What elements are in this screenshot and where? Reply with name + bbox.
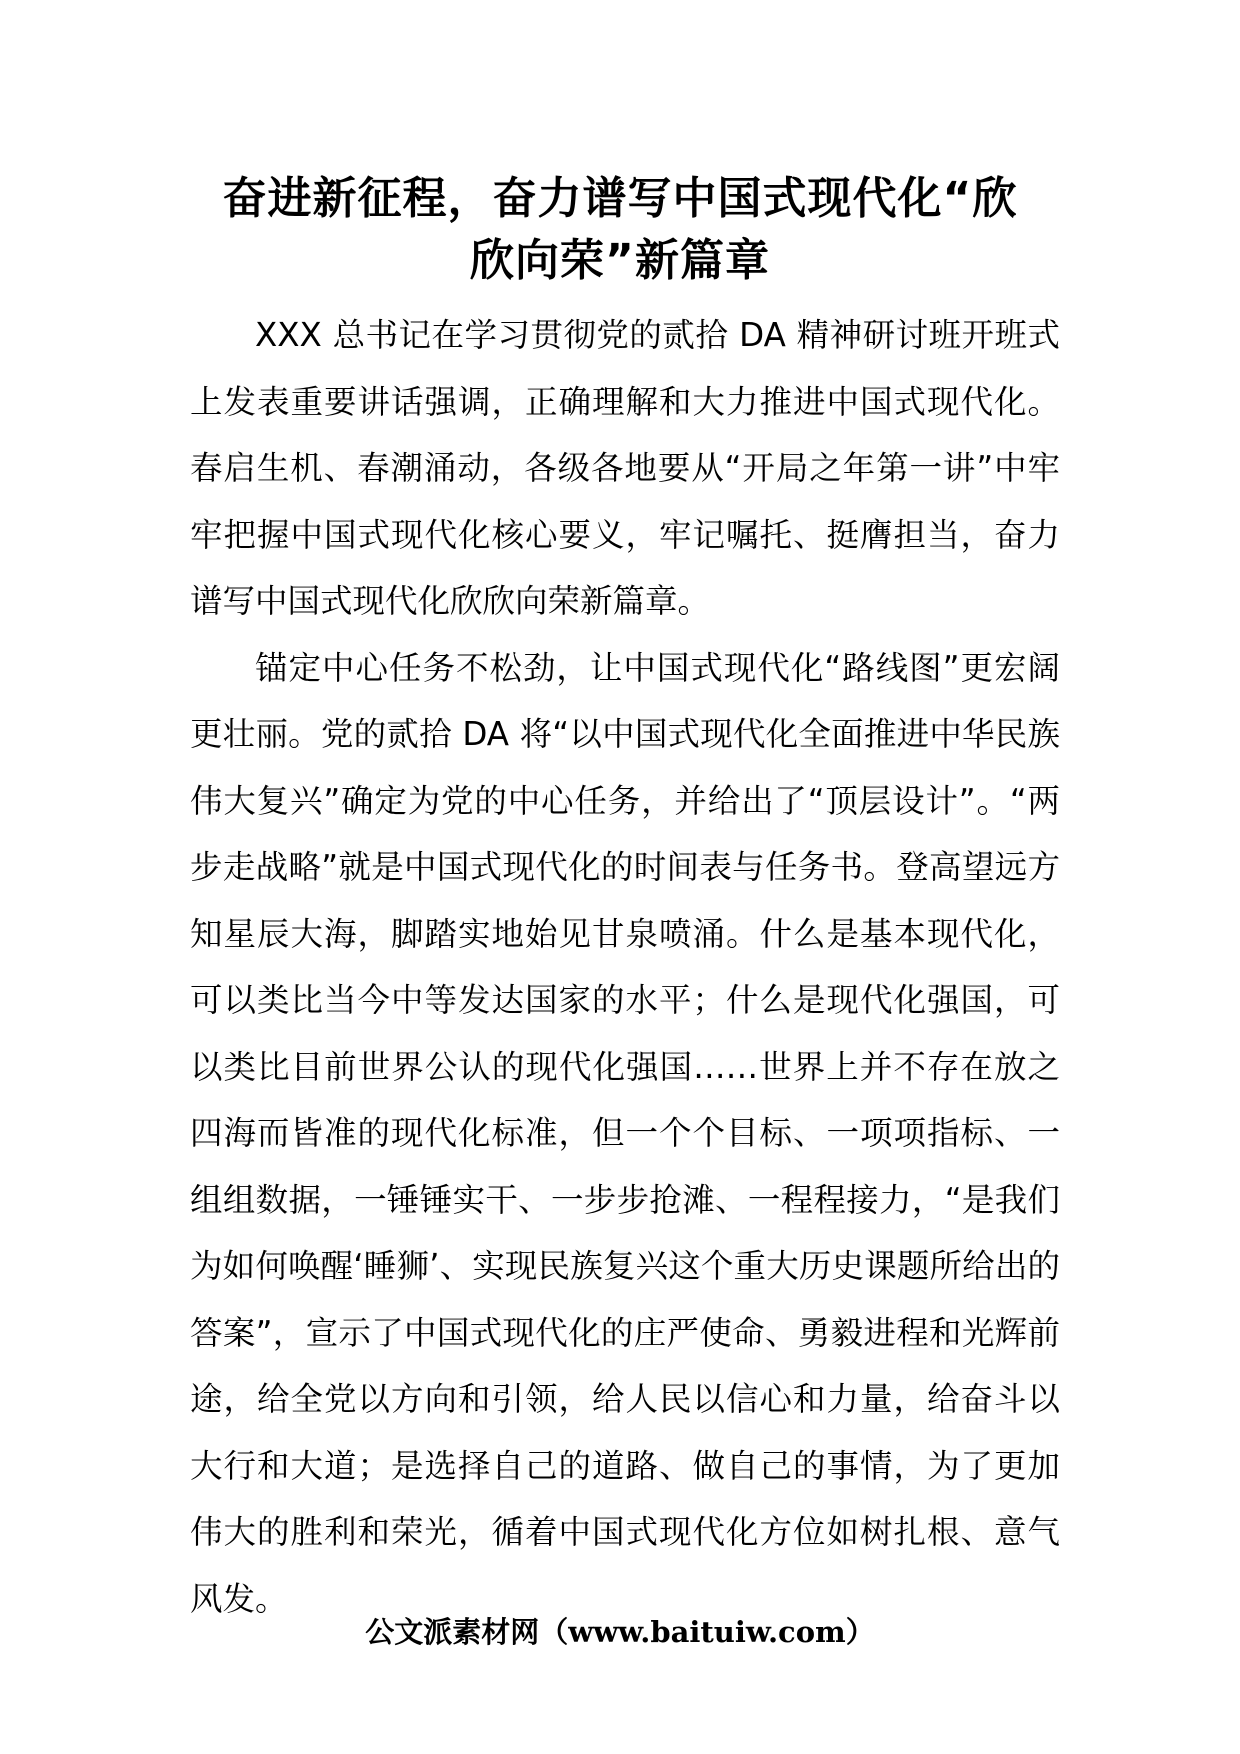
- document-title: [190, 168, 1050, 292]
- title-line-2: 欣向荣”新篇章: [470, 235, 770, 286]
- paragraph-2: 锚定中心任务不松劲，让中国式现代化“路线图”更宏阔更壮丽。党的贰拾 DA 将“以中国式现代化全面推进中华民族伟大复兴”确定为党的中心任务，并给出了“顶层设计”。“两步走战略”就是中国式现代化的时间表与任务书。登高望远方知星辰大海，脚踏实地始见甘泉喷涌。什么是基本现代化，可以类比当今中等发达国家的水平；什么是现代化强国，可以类比目前世界公认的现代化强国……世界上并不存在放之四海而皆准的现代化标准，但一个个目标、一项项指标、一组组数据，一锤锤实干、一步步抢滩、一程程接力，“是我们为如何唤醒‘睡狮’、实现民族复兴这个重大历史课题所给出的答案”，宣示了中国式现代化的庄严使命、勇毅进程和光辉前途，给全党以方向和引领，给人民以信心和力量，给奋斗以大行和大道；是选择自己的道路、做自己的事情，为了更加伟大的胜利和荣光，循着中国式现代化方位如树扎根、意气风发。: [190, 648, 1060, 1618]
- title-line-1: 奋进新征程，奋力谱写中国式现代化“欣: [222, 173, 1018, 224]
- footer-source: 公文派素材网（www.baituiw.com）: [365, 1615, 875, 1649]
- document-body: [190, 302, 1060, 1632]
- paragraph-1: XXX 总书记在学习贯彻党的贰拾 DA 精神研讨班开班式上发表重要讲话强调，正确理解和大力推进中国式现代化。春启生机、春潮涌动，各级各地要从“开局之年第一讲”中牢牢把握中国式现代化核心要义，牢记嘱托、挺膺担当，奋力谱写中国式现代化欣欣向荣新篇章。: [190, 316, 1060, 620]
